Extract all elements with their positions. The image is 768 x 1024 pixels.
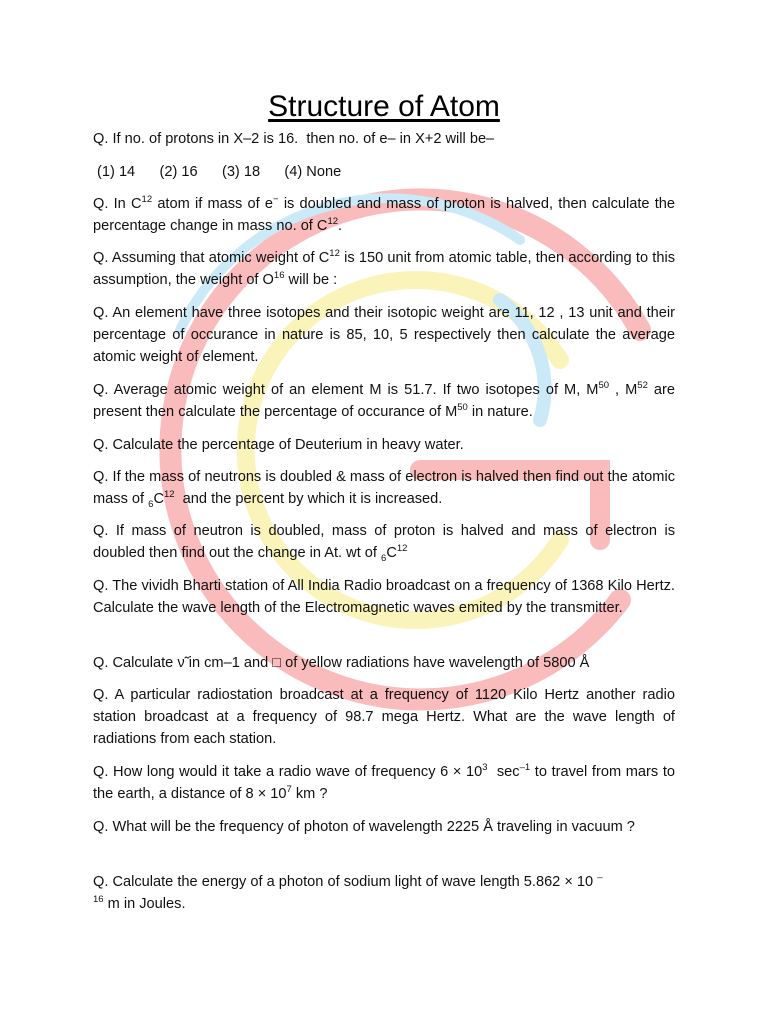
question-7: Q. If the mass of neutrons is doubled & mass of electron is halved then find out the atomic mass of $_6C^{12}$ and the percent by which it is increased. — [93, 469, 675, 511]
question-1: Q. If no. of protons in X–2 is 16. then no. of e– in X+2 will be– — [93, 131, 495, 147]
question-13: Q. What will be the frequency of photon of wavelength 2225 Å traveling in vacuum ? — [93, 819, 635, 835]
question-8: Q. If mass of neutron is doubled, mass of proton is halved and mass of electron is doubled then find out the change in At. wt of $_6C^{12}$ — [93, 523, 675, 565]
question-1-options: (1) 14 (2) 16 (3) 18 (4) None — [93, 164, 342, 180]
page-title: Structure of Atom — [268, 90, 500, 123]
question-3: Q. Assuming that atomic weight of $C^{12}$ is 150 unit from atomic table, then according to this assumption, the weight of $O^{16}$ will be : — [93, 248, 675, 289]
question-12: Q. How long would it take a radio wave of frequency $6 \times 10^3$ $\sec^{-1}$ to travel from mars to the earth, a distance of $8 \times 10^7$ km ? — [93, 762, 675, 803]
question-10: Q. Calculate ν̃ in cm–1 and □ of yellow radiations have wavelength of 5800 Å — [93, 655, 590, 671]
question-4: Q. An element have three isotopes and their isotopic weight are 11, 12 , 13 unit and their percentage of occurance in nature is 85, 10, 5 respectively then calculate the average atomic weight of element. — [93, 305, 675, 366]
question-14: Q. Calculate the energy of a photon of sodium light of wave length 5.862 × 10 – $^{16}$ m in Joules. — [93, 872, 603, 913]
question-6: Q. Calculate the percentage of Deuterium in heavy water. — [93, 437, 464, 453]
question-9: Q. The vividh Bharti station of All India Radio broadcast on a frequency of 1368 Kilo Hertz. Calculate the wave length of the Electromagnetic waves emited by the transmitter. — [93, 578, 675, 617]
question-11: Q. A particular radiostation broadcast at a frequency of 1120 Kilo Hertz another radio station broadcast at a frequency of 98.7 mega Hertz. What are the wave length of radiations from each station. — [93, 687, 675, 748]
question-2: Q. In $C^{12}$ atom if mass of e− is doubled and mass of proton is halved, then calculate the percentage change in mass no. of $C^{12}$. — [93, 194, 676, 235]
question-5: Q. Average atomic weight of an element M is 51.7. If two isotopes of M, $M^{50}$ , $M^{52}$ are present then calculate the percentage of occurance of $M^{50}$ in nature. — [93, 380, 675, 421]
